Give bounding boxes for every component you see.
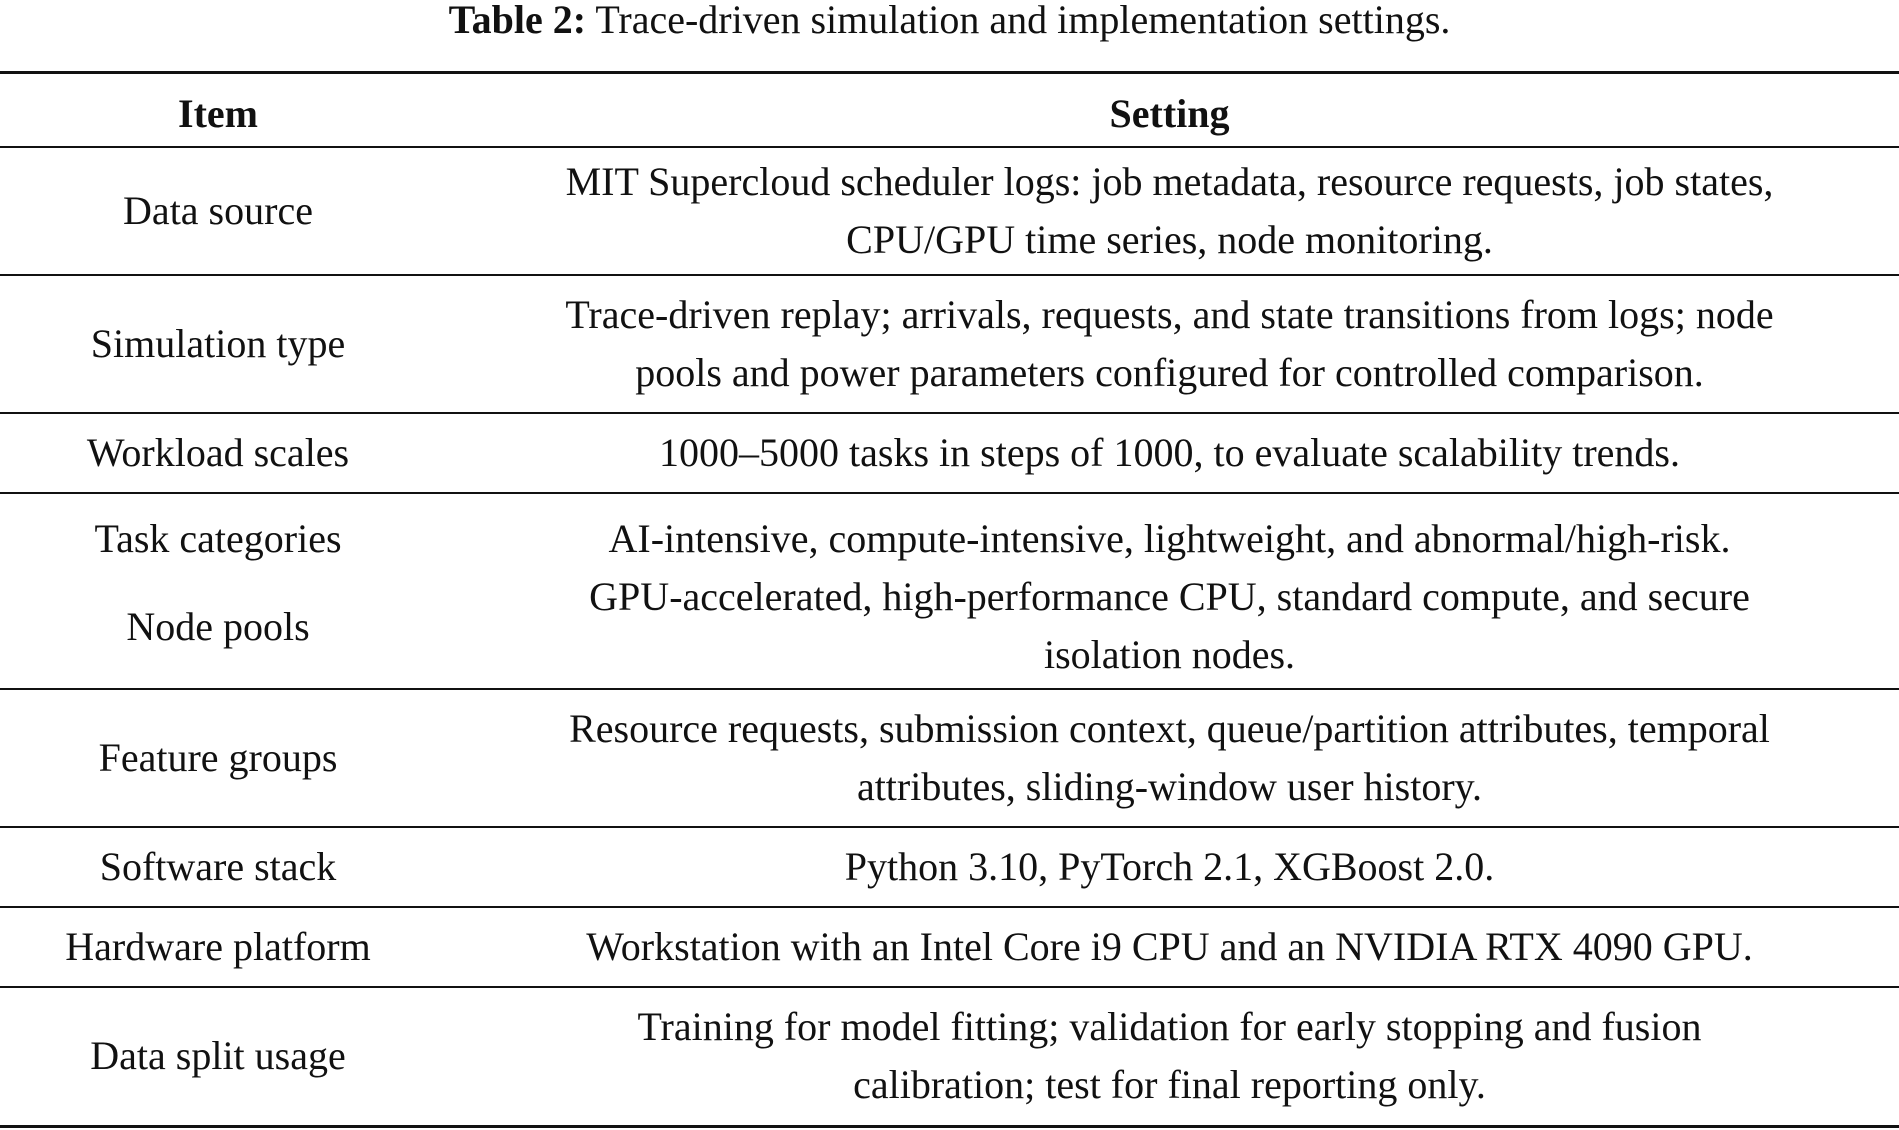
row-software-stack-item [0,828,436,906]
setting-line: AI-intensive, compute-intensive, lightweight, and abnormal/high-risk. [608,516,1731,561]
row-data-split-usage-setting [440,988,1899,1124]
setting-line: Workstation with an Intel Core i9 CPU and an NVIDIA RTX 4090 GPU. [586,924,1753,969]
item-label: Node pools [126,604,310,649]
row-simulation-type-item [0,276,436,412]
setting-line: isolation nodes. [1043,632,1296,677]
item-label: Hardware platform [65,924,371,969]
header-item-label: Item [178,91,258,136]
row-software-stack-setting [440,828,1899,906]
item-label: Feature groups [98,735,338,780]
item-label: Software stack [99,844,337,889]
row-hardware-platform-item [0,908,436,986]
row-task-categories-setting [440,510,1899,568]
row-task-categories-item [0,510,436,568]
row-data-source-setting [440,148,1899,274]
setting-line: Python 3.10, PyTorch 2.1, XGBoost 2.0. [844,844,1495,889]
row-divider [0,492,1899,494]
setting-line: attributes, sliding-window user history. [856,764,1483,809]
header-setting [440,83,1899,145]
item-label: Data split usage [90,1033,346,1078]
caption-label: Table 2: [448,0,587,42]
row-feature-groups-setting [440,690,1899,826]
header-item [0,83,436,145]
row-feature-groups-item [0,690,436,826]
row-simulation-type-setting [440,276,1899,412]
setting-line: calibration; test for final reporting only. [853,1062,1486,1107]
item-label: Simulation type [90,321,346,366]
setting-line: MIT Supercloud scheduler logs: job metadata, resource requests, job states, [565,159,1774,204]
table-caption [0,0,1899,40]
item-label: Workload scales [86,430,350,475]
top-rule [0,71,1899,74]
row-data-source-item [0,148,436,274]
row-node-pools-item [0,598,436,656]
bottom-rule [0,1125,1899,1128]
row-workload-scales-item [0,414,436,492]
row-workload-scales-setting [440,414,1899,492]
setting-line: GPU-accelerated, high-performance CPU, standard compute, and secure [589,574,1750,619]
item-label: Data source [123,188,313,233]
item-label: Task categories [94,516,342,561]
setting-line: Trace-driven replay; arrivals, requests, and state transitions from logs; node [565,292,1774,337]
row-hardware-platform-setting [440,908,1899,986]
setting-line: Resource requests, submission context, queue/partition attributes, temporal [569,706,1770,751]
setting-line: 1000–5000 tasks in steps of 1000, to evaluate scalability trends. [659,430,1680,475]
setting-line: pools and power parameters configured for controlled comparison. [635,350,1704,395]
row-data-split-usage-item [0,988,436,1124]
caption-text: Trace-driven simulation and implementation settings. [595,0,1451,42]
row-node-pools-setting [440,568,1899,684]
header-setting-label: Setting [1109,91,1230,136]
setting-line: Training for model fitting; validation for early stopping and fusion [637,1004,1702,1049]
setting-line: CPU/GPU time series, node monitoring. [846,217,1493,262]
